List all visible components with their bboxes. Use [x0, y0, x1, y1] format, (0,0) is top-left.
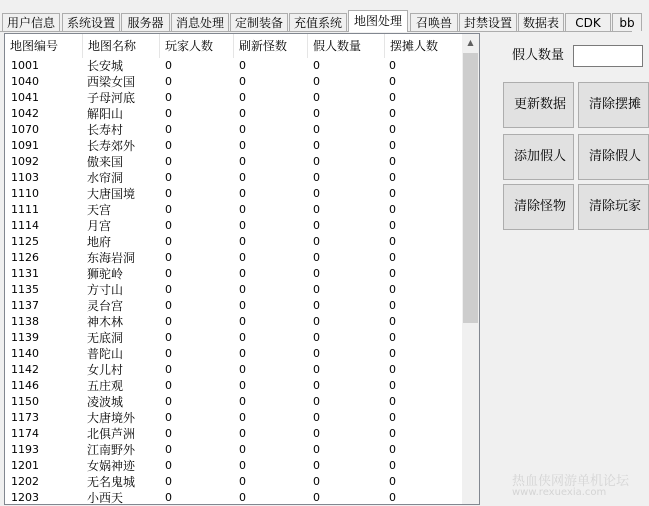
table-row[interactable] — [5, 298, 465, 314]
table-cell: 0 — [313, 283, 320, 296]
table-cell: 0 — [313, 475, 320, 488]
table-row[interactable] — [5, 122, 465, 138]
table-cell: 0 — [389, 75, 396, 88]
table-cell: 江南野外 — [87, 443, 136, 457]
table-cell: 0 — [389, 123, 396, 136]
table-cell: 0 — [313, 251, 320, 264]
table-cell: 解阳山 — [87, 107, 124, 121]
table-row[interactable] — [5, 314, 465, 330]
map-list-view[interactable] — [4, 33, 480, 505]
table-cell: 0 — [389, 171, 396, 184]
table-cell: 0 — [313, 267, 320, 280]
table-cell: 0 — [313, 427, 320, 440]
table-cell: 0 — [313, 123, 320, 136]
table-cell: 0 — [165, 475, 172, 488]
tab-7[interactable]: 召唤兽 — [410, 13, 458, 31]
table-cell: 0 — [239, 155, 246, 168]
table-cell: 0 — [165, 251, 172, 264]
tab-9[interactable]: 数据表 — [518, 13, 564, 31]
table-cell: 0 — [239, 347, 246, 360]
table-cell: 0 — [389, 475, 396, 488]
table-cell: 0 — [239, 475, 246, 488]
watermark-url: www.rexuexia.com — [512, 487, 607, 498]
table-cell: 月宫 — [87, 219, 112, 233]
table-cell: 0 — [165, 171, 172, 184]
list-header — [5, 34, 465, 58]
table-cell: 长寿村 — [87, 123, 124, 137]
table-cell: 0 — [313, 459, 320, 472]
tab-2[interactable]: 服务器 — [121, 13, 170, 31]
table-cell: 0 — [313, 363, 320, 376]
table-row[interactable] — [5, 346, 465, 362]
table-cell: 0 — [313, 299, 320, 312]
table-row[interactable] — [5, 426, 465, 442]
clear-stalls-button[interactable]: 清除摆摊 — [578, 82, 649, 128]
tab-5[interactable]: 充值系统 — [289, 13, 347, 31]
table-cell: 0 — [165, 187, 172, 200]
fake-count-input[interactable] — [573, 45, 643, 67]
table-row[interactable] — [5, 474, 465, 490]
table-cell: 水帘洞 — [87, 171, 124, 185]
table-row[interactable] — [5, 362, 465, 378]
refresh-data-button[interactable]: 更新数据 — [503, 82, 574, 128]
table-row[interactable] — [5, 378, 465, 394]
table-cell: 0 — [239, 379, 246, 392]
table-cell: 地府 — [87, 235, 112, 249]
column-header-5[interactable]: 摆摊人数 — [385, 34, 465, 58]
tab-4[interactable]: 定制装备 — [230, 13, 288, 31]
table-row[interactable] — [5, 250, 465, 266]
table-cell: 0 — [389, 235, 396, 248]
table-cell: 0 — [165, 107, 172, 120]
table-cell: 女儿村 — [87, 363, 124, 377]
table-row[interactable] — [5, 234, 465, 250]
table-cell: 1070 — [11, 123, 39, 136]
table-cell: 0 — [239, 267, 246, 280]
table-cell: 凌波城 — [87, 395, 124, 409]
table-cell: 0 — [165, 235, 172, 248]
table-row[interactable] — [5, 90, 465, 106]
table-cell: 0 — [239, 75, 246, 88]
clear-fake-button[interactable]: 清除假人 — [578, 134, 649, 180]
table-cell: 0 — [313, 315, 320, 328]
table-cell: 0 — [389, 283, 396, 296]
table-row[interactable] — [5, 186, 465, 202]
table-cell: 1137 — [11, 299, 39, 312]
table-cell: 0 — [165, 347, 172, 360]
table-row[interactable] — [5, 394, 465, 410]
table-row[interactable] — [5, 218, 465, 234]
table-cell: 0 — [389, 203, 396, 216]
table-cell: 0 — [313, 219, 320, 232]
table-row[interactable] — [5, 170, 465, 186]
table-cell: 0 — [165, 123, 172, 136]
table-cell: 1135 — [11, 283, 39, 296]
column-header-0[interactable]: 地图编号 — [5, 34, 83, 58]
table-cell: 1103 — [11, 171, 39, 184]
table-cell: 0 — [313, 395, 320, 408]
table-cell: 1142 — [11, 363, 39, 376]
table-cell: 五庄观 — [87, 379, 124, 393]
table-cell: 0 — [313, 59, 320, 72]
table-cell: 女娲神迹 — [87, 459, 136, 473]
table-cell: 0 — [313, 203, 320, 216]
table-cell: 1201 — [11, 459, 39, 472]
table-cell: 1125 — [11, 235, 39, 248]
table-cell: 灵台宫 — [87, 299, 124, 313]
table-cell: 0 — [239, 139, 246, 152]
table-row[interactable] — [5, 458, 465, 474]
table-cell: 长寿郊外 — [87, 139, 136, 153]
table-cell: 0 — [239, 91, 246, 104]
table-cell: 0 — [239, 411, 246, 424]
table-cell: 1091 — [11, 139, 39, 152]
table-cell: 0 — [313, 235, 320, 248]
table-cell: 0 — [313, 411, 320, 424]
column-header-4[interactable]: 假人数量 — [308, 34, 385, 58]
table-cell: 0 — [313, 347, 320, 360]
tab-8[interactable]: 封禁设置 — [459, 13, 517, 31]
table-cell: 1193 — [11, 443, 39, 456]
table-cell: 1042 — [11, 107, 39, 120]
tab-10[interactable]: CDK — [565, 13, 611, 31]
table-cell: 大唐国境 — [87, 187, 136, 201]
table-cell: 0 — [389, 91, 396, 104]
table-cell: 0 — [389, 219, 396, 232]
tab-strip — [0, 0, 635, 33]
table-cell: 狮驼岭 — [87, 267, 124, 281]
table-row[interactable] — [5, 74, 465, 90]
table-cell: 0 — [239, 59, 246, 72]
table-cell: 小西天 — [87, 491, 124, 505]
table-cell: 0 — [389, 379, 396, 392]
table-cell: 0 — [389, 251, 396, 264]
table-cell: 0 — [165, 331, 172, 344]
add-fake-button[interactable]: 添加假人 — [503, 134, 574, 180]
table-cell: 东海岩洞 — [87, 251, 136, 265]
table-cell: 0 — [165, 75, 172, 88]
table-cell: 0 — [239, 203, 246, 216]
table-row[interactable] — [5, 282, 465, 298]
tab-6[interactable]: 地图处理 — [348, 10, 408, 32]
table-cell: 0 — [165, 315, 172, 328]
table-cell: 0 — [389, 459, 396, 472]
table-cell: 0 — [165, 299, 172, 312]
table-cell: 0 — [239, 187, 246, 200]
table-cell: 0 — [239, 219, 246, 232]
table-cell: 0 — [239, 395, 246, 408]
clear-players-button[interactable]: 清除玩家 — [578, 184, 649, 230]
table-cell: 1131 — [11, 267, 39, 280]
table-cell: 0 — [165, 59, 172, 72]
table-cell: 0 — [239, 299, 246, 312]
table-cell: 0 — [239, 363, 246, 376]
table-cell: 0 — [313, 75, 320, 88]
tab-3[interactable]: 消息处理 — [171, 13, 229, 31]
table-cell: 1126 — [11, 251, 39, 264]
table-cell: 0 — [165, 411, 172, 424]
table-cell: 0 — [165, 443, 172, 456]
fake-count-label: 假人数量 — [512, 48, 565, 63]
table-cell: 1041 — [11, 91, 39, 104]
tab-1[interactable]: 系统设置 — [62, 13, 120, 31]
table-cell: 0 — [239, 235, 246, 248]
table-row[interactable] — [5, 330, 465, 346]
tab-0[interactable]: 用户信息 — [2, 13, 60, 31]
table-cell: 无名鬼城 — [87, 475, 136, 489]
table-cell: 0 — [239, 427, 246, 440]
table-cell: 0 — [239, 491, 246, 504]
table-cell: 1040 — [11, 75, 39, 88]
table-cell: 1111 — [11, 203, 39, 216]
table-cell: 0 — [239, 107, 246, 120]
table-row[interactable] — [5, 58, 465, 74]
table-cell: 0 — [389, 267, 396, 280]
table-cell: 0 — [313, 491, 320, 504]
table-cell: 神木林 — [87, 315, 124, 329]
table-cell: 1138 — [11, 315, 39, 328]
table-cell: 方寸山 — [87, 283, 124, 297]
table-row[interactable] — [5, 202, 465, 218]
table-cell: 0 — [165, 427, 172, 440]
table-cell: 0 — [239, 123, 246, 136]
table-cell: 0 — [165, 203, 172, 216]
column-header-2[interactable]: 玩家人数 — [160, 34, 234, 58]
table-cell: 0 — [313, 379, 320, 392]
table-cell: 0 — [165, 459, 172, 472]
table-cell: 0 — [313, 139, 320, 152]
table-cell: 0 — [165, 491, 172, 504]
table-cell: 0 — [389, 315, 396, 328]
clear-monsters-button[interactable]: 清除怪物 — [503, 184, 574, 230]
table-cell: 1114 — [11, 219, 39, 232]
table-cell: 0 — [389, 347, 396, 360]
table-cell: 0 — [389, 395, 396, 408]
table-cell: 0 — [389, 139, 396, 152]
table-cell: 大唐境外 — [87, 411, 136, 425]
tab-11[interactable]: bb — [612, 13, 642, 31]
table-cell: 0 — [389, 299, 396, 312]
table-cell: 0 — [239, 251, 246, 264]
table-cell: 0 — [389, 59, 396, 72]
table-cell: 0 — [313, 155, 320, 168]
column-header-1[interactable]: 地图名称 — [83, 34, 160, 58]
table-cell: 0 — [313, 107, 320, 120]
table-cell: 0 — [389, 107, 396, 120]
table-cell: 无底洞 — [87, 331, 124, 345]
table-cell: 0 — [239, 283, 246, 296]
table-cell: 1174 — [11, 427, 39, 440]
table-cell: 子母河底 — [87, 91, 136, 105]
table-cell: 0 — [165, 379, 172, 392]
table-cell: 长安城 — [87, 59, 124, 73]
table-cell: 0 — [389, 331, 396, 344]
table-cell: 天宫 — [87, 203, 112, 217]
table-cell: 1150 — [11, 395, 39, 408]
scrollbar-thumb[interactable] — [463, 53, 478, 323]
table-cell: 傲来国 — [87, 155, 124, 169]
table-cell: 1146 — [11, 379, 39, 392]
table-cell: 0 — [165, 267, 172, 280]
vertical-scrollbar[interactable] — [462, 34, 479, 504]
table-row[interactable] — [5, 106, 465, 122]
table-cell: 0 — [165, 283, 172, 296]
table-cell: 普陀山 — [87, 347, 124, 361]
table-cell: 0 — [239, 331, 246, 344]
table-cell: 0 — [313, 443, 320, 456]
table-cell: 0 — [165, 139, 172, 152]
table-cell: 0 — [165, 219, 172, 232]
table-cell: 0 — [239, 443, 246, 456]
table-cell: 0 — [313, 187, 320, 200]
table-cell: 1001 — [11, 59, 39, 72]
table-row[interactable] — [5, 442, 465, 458]
table-row[interactable] — [5, 410, 465, 426]
table-row[interactable] — [5, 138, 465, 154]
table-cell: 0 — [313, 91, 320, 104]
watermark-title: 热血侠网游单机论坛 — [512, 474, 630, 489]
table-cell: 0 — [239, 171, 246, 184]
table-cell: 1203 — [11, 491, 39, 504]
table-cell: 0 — [313, 171, 320, 184]
table-cell: 1202 — [11, 475, 39, 488]
table-cell: 1092 — [11, 155, 39, 168]
list-body — [5, 58, 465, 506]
table-cell: 1139 — [11, 331, 39, 344]
table-cell: 1173 — [11, 411, 39, 424]
table-cell: 0 — [389, 491, 396, 504]
table-cell: 0 — [165, 155, 172, 168]
table-cell: 0 — [165, 395, 172, 408]
table-cell: 0 — [389, 443, 396, 456]
table-cell: 0 — [239, 315, 246, 328]
table-cell: 0 — [165, 91, 172, 104]
table-row[interactable] — [5, 154, 465, 170]
table-row[interactable] — [5, 266, 465, 282]
table-cell: 1110 — [11, 187, 39, 200]
table-cell: 0 — [313, 331, 320, 344]
table-cell: 0 — [389, 411, 396, 424]
table-cell: 西梁女国 — [87, 75, 136, 89]
table-row[interactable] — [5, 490, 465, 506]
scroll-up-icon[interactable]: ▲ — [467, 38, 474, 47]
table-cell: 0 — [239, 459, 246, 472]
table-cell: 0 — [165, 363, 172, 376]
table-cell: 0 — [389, 363, 396, 376]
column-header-3[interactable]: 刷新怪数 — [234, 34, 308, 58]
table-cell: 0 — [389, 187, 396, 200]
table-cell: 0 — [389, 155, 396, 168]
table-cell: 北俱芦洲 — [87, 427, 136, 441]
table-cell: 0 — [389, 427, 396, 440]
table-cell: 1140 — [11, 347, 39, 360]
